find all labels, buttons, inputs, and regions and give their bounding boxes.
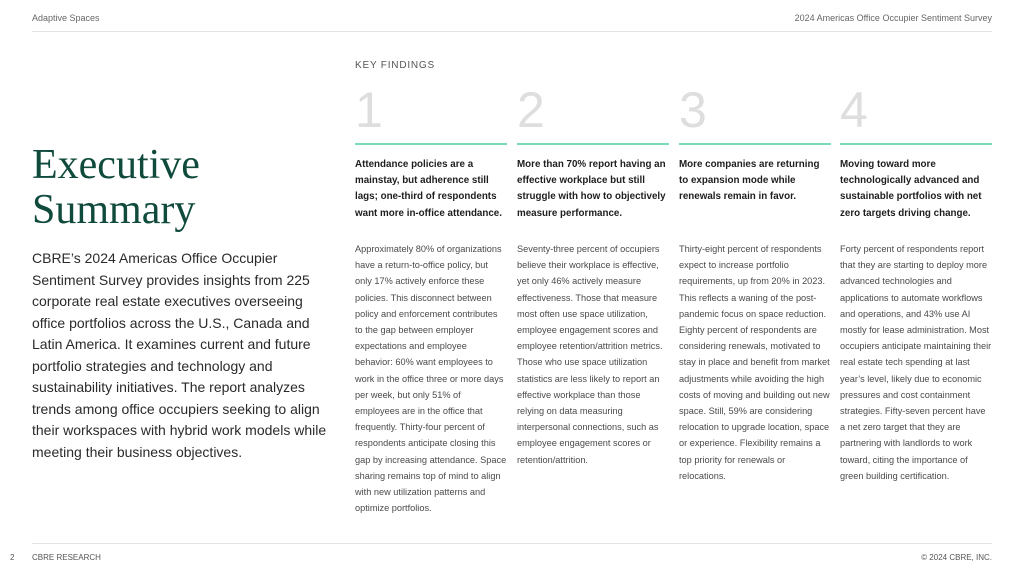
footer-divider <box>32 543 992 544</box>
finding-number: 2 <box>517 82 545 138</box>
finding-heading: Attendance policies are a mainstay, but adherence still lags; one-third of respondents want more in-office attendance. <box>355 159 502 219</box>
finding-1 <box>355 82 507 516</box>
finding-heading: More than 70% report having an effective workplace but still struggle with how to objectively measure performance. <box>517 159 666 219</box>
header-section-label: Adaptive Spaces <box>32 13 100 23</box>
finding-accent-bar <box>679 143 831 145</box>
finding-number: 3 <box>679 82 707 138</box>
finding-body: Approximately 80% of organizations have a return-to-office policy, but only 17% actively enforce these policies. This disconnect between policy and enforcement contributes to the gap between employer expectations and employee behavior: 60% want employees to work in the office three or more days per week, but only 51% of employees are in the office that frequently. Thirty-four percent of respondents anticipate closing this gap by increasing attendance. Space sharing remains top of mind to align with new utilization patterns and optimize portfolios. <box>355 244 507 514</box>
finding-accent-bar <box>517 143 669 145</box>
intro-paragraph: CBRE’s 2024 Americas Office Occupier Sentiment Survey provides insights from 225 corporate real estate executives overseeing office portfolios across the U.S., Canada and Latin America. It examines current and future portfolio strategies and technology and sustainability initiatives. The report analyzes trends among office occupiers seeking to align their workspaces with hybrid work models while meeting their business objectives. <box>32 250 327 460</box>
page-number: 2 <box>10 553 15 562</box>
finding-number: 4 <box>840 82 868 138</box>
finding-heading: Moving toward more technologically advanced and sustainable portfolios with net zero targets driving change. <box>840 159 982 219</box>
finding-accent-bar <box>840 143 992 145</box>
finding-heading: More companies are returning to expansion mode while renewals remain in favor. <box>679 159 820 203</box>
finding-body: Seventy-three percent of occupiers believe their workplace is effective, yet only 46% actively measure effectiveness. Those that measure most often use space utilization, employee engagement scores and employee retention/attrition metrics. Those who use space utilization statistics are less likely to report an effective workplace than those relying on data measuring interpersonal connections, such as employee engagement scores or retention/attrition. <box>517 244 663 465</box>
finding-number: 1 <box>355 82 383 138</box>
finding-accent-bar <box>355 143 507 145</box>
finding-4 <box>840 82 992 484</box>
key-findings-label: KEY FINDINGS <box>355 60 435 71</box>
finding-3 <box>679 82 831 484</box>
footer-copyright: © 2024 CBRE, INC. <box>921 553 992 562</box>
finding-body: Thirty-eight percent of respondents expect to increase portfolio requirements, up from 20% in 2023. This reflects a waning of the post-pandemic focus on space reduction. Eighty percent of respondents are considering renewals, motivated to stay in place and benefit from market adjustments while avoiding the high costs of moving and building out new space. Still, 59% are considering relocation to upgrade location, space or experience. Flexibility remains a top priority for renewals or relocations. <box>679 244 830 481</box>
header-divider <box>32 31 992 32</box>
finding-body: Forty percent of respondents report that they are starting to deploy more advanced technologies and applications to automate workflows and operations, and 43% use AI mostly for lease administration. Most occupiers anticipate maintaining their real estate tech spending at last year’s level, likely due to economic pressures and cost containment strategies. Fifty-seven percent have a net zero target that they are partnering with landlords to work toward, citing the importance of green building certification. <box>840 244 992 481</box>
finding-2 <box>517 82 669 468</box>
footer-brand: CBRE RESEARCH <box>32 553 101 562</box>
header-report-title: 2024 Americas Office Occupier Sentiment Survey <box>794 13 992 23</box>
page-title-line-2: Summary <box>32 187 196 233</box>
page-title-line-1: Executive <box>32 142 200 188</box>
page-title <box>32 143 200 233</box>
